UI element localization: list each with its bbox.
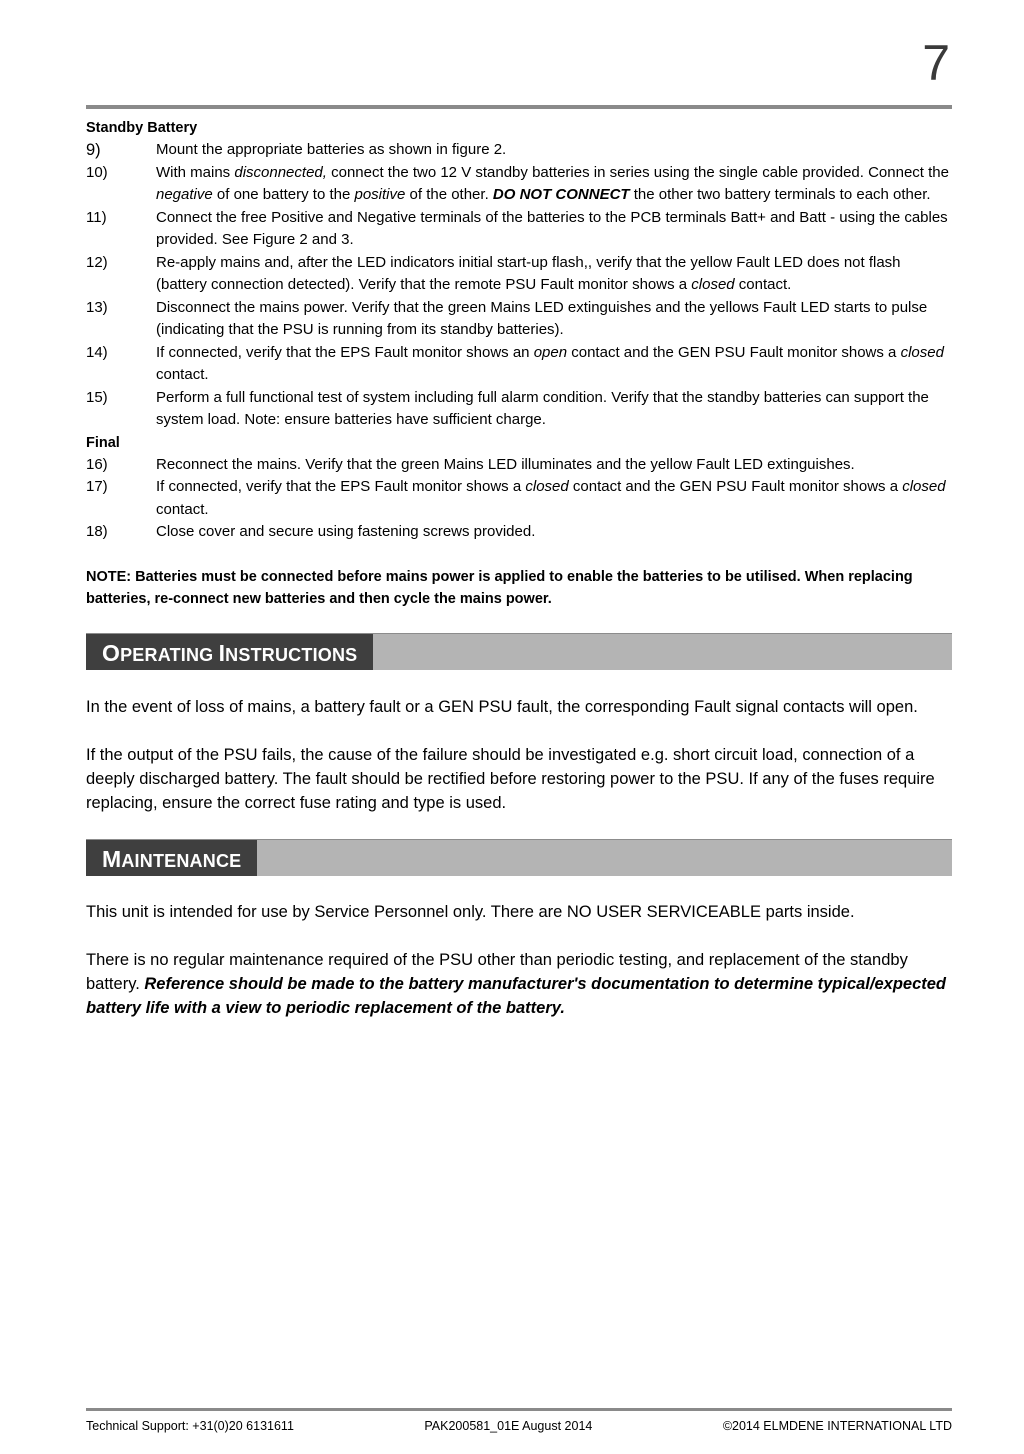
- step-number: 17): [86, 478, 108, 495]
- header-rule: [86, 105, 952, 109]
- step-17: [86, 476, 952, 521]
- operating-paragraph-2: If the output of the PSU fails, the cause of the failure should be investigated e.g. short circuit load, connection of a deeply discharged battery. The fault should be rectified before restoring power to the PSU. If any of the fuses require replacing, ensure the correct fuse rating and type is used.: [86, 745, 935, 812]
- step-13: [86, 297, 952, 342]
- step-9: [86, 139, 952, 162]
- footer: [86, 1419, 952, 1433]
- step-number: 15): [86, 388, 108, 406]
- step-15: [86, 387, 952, 432]
- step-number: 9): [86, 141, 101, 159]
- step-text: Perform a full functional test of system including full alarm condition. Verify that the standby batteries can support the system load. Note: ensure batteries have sufficient charge.: [156, 388, 929, 428]
- final-heading: Final: [86, 434, 120, 451]
- maintenance-heading: MAINTENANCE: [86, 840, 257, 876]
- step-text: Re-apply mains and, after the LED indicators initial start-up flash,, verify that the yellow Fault LED does not flash (battery connection detected). Verify that the remote PSU Fault monitor shows a closed contact.: [156, 253, 901, 293]
- step-number: 11): [86, 208, 107, 226]
- step-text: If connected, verify that the EPS Fault monitor shows an open contact and the GEN PSU Fault monitor shows a closed contact.: [156, 343, 944, 383]
- step-12: [86, 252, 952, 297]
- step-18: [86, 521, 952, 544]
- step-text: Close cover and secure using fastening screws provided.: [156, 523, 536, 540]
- step-number: 12): [86, 253, 108, 271]
- step-10: [86, 162, 952, 207]
- step-number: 14): [86, 343, 108, 361]
- step-number: 18): [86, 523, 108, 540]
- footer-support: Technical Support: +31(0)20 6131611: [86, 1419, 294, 1433]
- step-text: Connect the free Positive and Negative terminals of the batteries to the PCB terminals Batt+ and Batt - using the cables provided. See Figure 2 and 3.: [156, 208, 948, 248]
- standby-battery-heading: Standby Battery: [86, 120, 198, 136]
- step-14: [86, 342, 952, 387]
- step-text: With mains disconnected, connect the two 12 V standby batteries in series using the single cable provided. Connect the negative of one battery to the positive of the other. DO NOT CONNECT the other two battery terminals to each other.: [156, 163, 949, 203]
- page-content: [86, 117, 952, 1020]
- maintenance-paragraph-2: There is no regular maintenance required of the PSU other than periodic testing, and replacement of the standby battery. Reference should be made to the battery manufacturer's documentation to determine typical/expected battery life with a view to periodic replacement of the battery.: [86, 950, 947, 1017]
- step-text: If connected, verify that the EPS Fault monitor shows a closed contact and the GEN PSU Fault monitor shows a closed contact.: [156, 478, 946, 518]
- step-text: Mount the appropriate batteries as shown in figure 2.: [156, 141, 507, 158]
- maintenance-bar: [86, 839, 952, 876]
- step-number: 13): [86, 298, 108, 316]
- step-text: Disconnect the mains power. Verify that the green Mains LED extinguishes and the yellows Fault LED starts to pulse (indicating that the PSU is running from its standby batteries).: [156, 298, 928, 338]
- footer-rule: [86, 1408, 952, 1411]
- footer-doc-ref: PAK200581_01E August 2014: [424, 1419, 593, 1433]
- page-number: 7: [922, 35, 950, 91]
- step-text: Reconnect the mains. Verify that the green Mains LED illuminates and the yellow Fault LED extinguishes.: [156, 455, 855, 473]
- operating-paragraph-1: In the event of loss of mains, a battery fault or a GEN PSU fault, the corresponding Fault signal contacts will open.: [86, 697, 918, 716]
- step-number: 16): [86, 455, 108, 473]
- battery-note: NOTE: Batteries must be connected before mains power is applied to enable the batteries to be utilised. When replacing batteries, re-connect new batteries and then cycle the mains power.: [86, 568, 913, 607]
- operating-instructions-heading: OPERATING INSTRUCTIONS: [86, 634, 373, 670]
- step-16: [86, 454, 952, 477]
- step-11: [86, 207, 952, 252]
- maintenance-paragraph-1: This unit is intended for use by Service Personnel only. There are NO USER SERVICEABLE parts inside.: [86, 902, 855, 921]
- operating-instructions-bar: [86, 633, 952, 670]
- step-number: 10): [86, 163, 108, 181]
- footer-copyright: ©2014 ELMDENE INTERNATIONAL LTD: [722, 1419, 952, 1433]
